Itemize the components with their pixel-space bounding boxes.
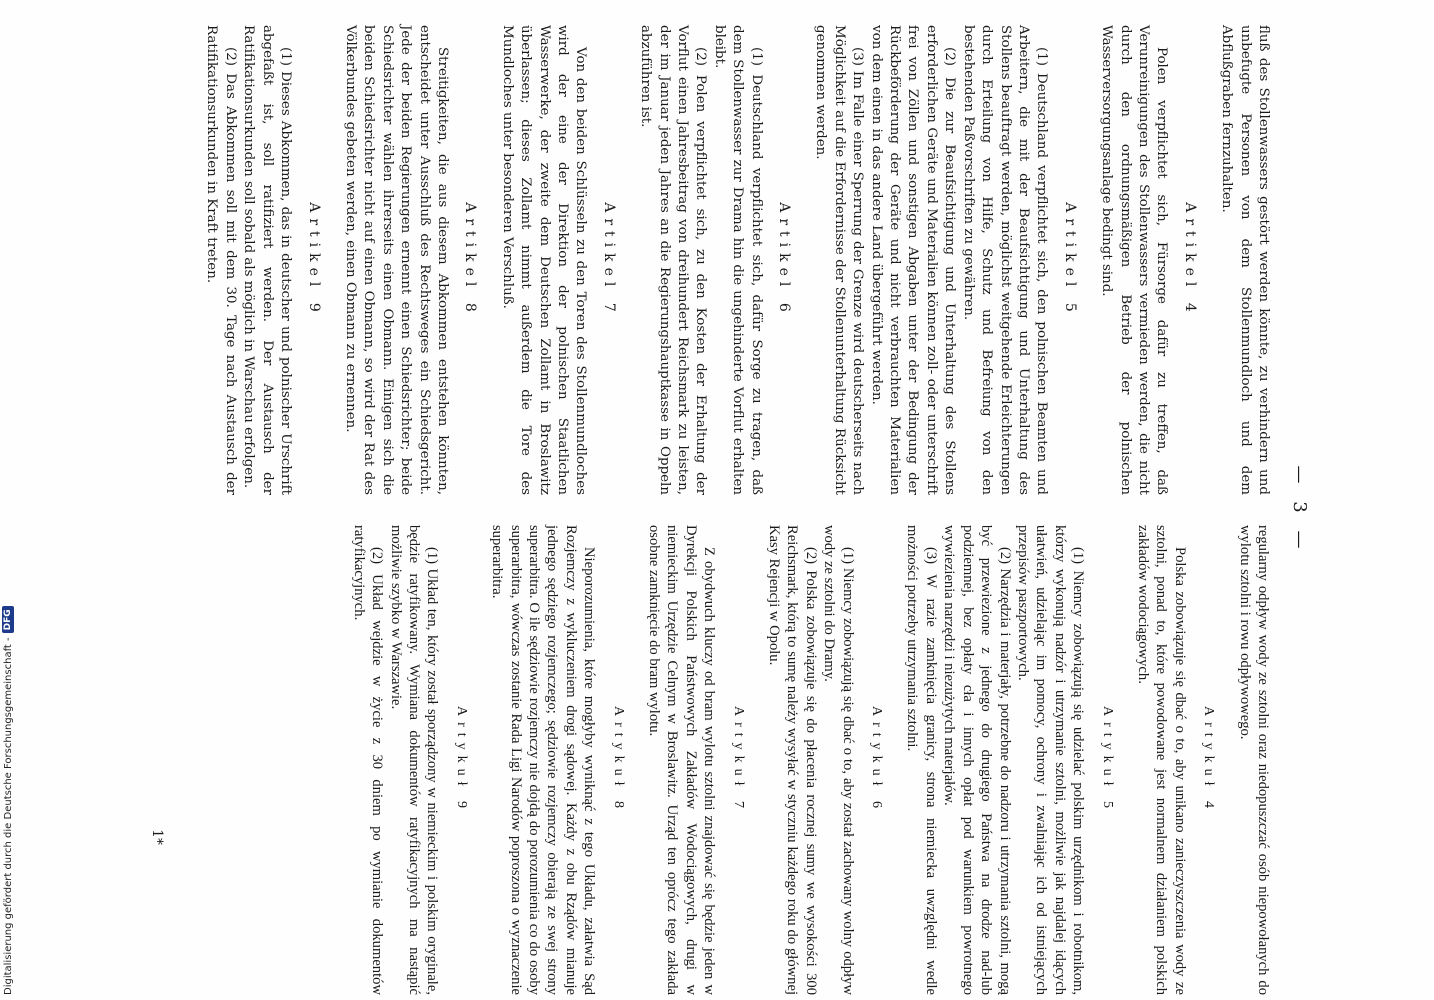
german-article-9-heading: Artikel 9 (305, 202, 322, 318)
polish-article-9-para-2: (2) Układ wejdzie w życie z 30 dniem po wymianie dokumentów ratyfikacyjnych. (350, 525, 386, 995)
polish-article-8-heading: Artykuł 8 (610, 705, 626, 815)
german-article-8-text: Streitigkeiten, die aus diesem Abkommen entstehen könnten, entscheidet unter Ausschluß des Rechtsweges ein Schiedsgericht. Jede der beiden Regierungen ernennt einen Schiedsrichter; beide Schiedsrichter wählen ihrerseits einen Obmann. Einigen sich die beiden Schiedsrichter nicht auf einen Obmann, so wird der Rat des Völkerbundes gebeten werden, einen Obmann zu ernennen. (342, 25, 450, 495)
german-intro: fluß des Stollenwassers gestört werden könnte, zu verhindern und unbefugte Personen von dem Stollenmundloch und dem Abflußgraben fernzuhalten. (1219, 25, 1271, 495)
german-article-9-para-2: (2) Das Abkommen soll mit dem 30. Tage nach Austausch der Ratifikationsurkunden in Kraft treten. (204, 25, 238, 495)
polish-article-9-heading: Artykuł 9 (453, 705, 469, 815)
polish-article-9-para-1: (1) Układ ten, który został sporządzony w niemieckim i polskim oryginale, będzie ratyfikowany. Wymiana dokumentów ratyfikacyjnych ma nastąpić możliwie szybko w Warszawie. (387, 525, 441, 995)
polish-article-6-para-1: (1) Niemcy zobowiązują się dbać o to, aby został zachowany wolny odpływ wody ze sztolni do Dramy. (821, 525, 856, 995)
german-article-4-heading: Artikel 4 (1181, 202, 1198, 318)
digitization-stamp (0, 0, 18, 1000)
german-article-7-heading: Artikel 7 (600, 202, 617, 318)
german-article-5-heading: Artikel 5 (1061, 202, 1078, 318)
polish-article-6-heading: Artykuł 6 (869, 705, 885, 815)
german-article-5-para-2: (2) Die zur Beaufsichtigung und Unterhaltung des Stollens erforderlichen Geräte und Materialien können zoll- oder unterschrift frei von Zöllen und sonstigen Abgaben unter der Bedingung der Rückbeförderung der Geräte und nicht verbrauchten Materialien von dem einen in das andere Land übergeführt werden. (868, 25, 958, 495)
polish-article-4-heading: Artykuł 4 (1201, 705, 1217, 815)
dfg-logo: DFG (2, 606, 14, 633)
german-article-7-text: Von den beiden Schlüsseln zu den Toren des Stollenmundloches wird der eine der Direktion der polnischen Staatlichen Wasserwerke, der zweite dem Deutschen Zollamt in Broslawitz überlassen; dieses Zollamt nimmt außerdem die Tore des Mundloches unter besonderen Verschluß. (499, 25, 589, 495)
digitization-credit-text: Digitalisierung gefördert durch die Deutsche Forschungsgemeinschaft - (2, 637, 14, 995)
polish-intro: regularny odpływ wody ze sztolni oraz niedopuszczać osób niepowołanych do wylotu sztolni i rowu odpływowego. (1236, 525, 1271, 995)
german-article-9-para-1: (1) Dieses Abkommen, das in deutscher und polnischer Urschrift abgefaßt ist, soll ratifiziert werden. Der Austausch der Ratifikationsurkunden soll sobald als möglich in Warschau erfolgen. (241, 25, 294, 495)
polish-column (349, 525, 1272, 995)
page-number: — 3 — (1289, 465, 1310, 555)
polish-article-7-text: Z obydwuch kluczy od bram wylotu sztolni znajdować się będzie jeden w Dyrekcji Polskich Państwowych Zakładów Wodociągowych, drugi w niemieckim Urzędzie Celnym w Broslawitz. Urząd ten oprócz tego zakłada osobne zamknięcie do bram wylotu. (646, 525, 718, 995)
german-column (202, 25, 1272, 495)
german-article-5-para-3: (3) Im Falle einer Sperrung der Grenze wird deutscherseits nach Möglichkeit auf die Erfordernisse der Stollenunterhaltung Rücksicht genommen werden. (813, 25, 866, 495)
german-article-8-heading: Artikel 8 (462, 202, 479, 318)
german-article-4-text: Polen verpflichtet sich, Fürsorge dafür zu treffen, daß Verunreinigungen des Stollenwassers vermieden werden, die nicht durch den ordnungsmäßigen Betrieb der polnischen Wasserversorgungsanlage bedingt sind. (1099, 25, 1170, 495)
polish-article-6-para-2: (2) Polska zobowiązuje się do płacenia rocznej sumy we wysokości 300 Reichsmark, którą to sumę należy wysyłać w styczniu każdego roku do głównej Kasy Rejencji w Opolu. (766, 525, 819, 995)
german-article-6-para-1: (1) Deutschland verpflichtet sich, dafür Sorge zu tragen, daß dem Stollenwasser zur Drama hin die ungehinderte Vorflut erhalten bleibt. (711, 25, 764, 495)
polish-article-8-text: Nieporozumienia, które mogłyby wyniknąć z tego Układu, załatwia Sąd Rozjemczy z wykluczeniem drogi sądowej. Każdy z obu Rządów mianuje jednego sędziego rozjemczego; sędziowie rozjemczy obierają ze swej strony superarbitra. O ile sędziowie rozjemczy nie dojdą do porozumienia co do osoby superarbitra, wówczas zostanie Rada Ligi Narodów poproszona o wyznaczenie superarbitra. (489, 525, 598, 995)
german-article-6-heading: Artikel 6 (776, 202, 793, 318)
rotated-page-content (150, 25, 1310, 995)
polish-article-5-para-3: (3) W razie zamknięcia granicy, strona niemiecka uwzględni wedle możności potrzeby utrzymania sztolni. (904, 525, 939, 995)
polish-article-4-text: Polska zobowiązuje się dbać o to, aby unikano zanieczyszczenia wody ze sztolni, ponad to, które powodowane jest normalnem działaniem polskich zakładów wodociągowych. (1134, 525, 1188, 995)
german-article-5-para-1: (1) Deutschland verpflichtet sich, den polnischen Beamten und Arbeitern, die mit der Beaufsichtigung und Unterhaltung des Stollens beauftragt werden, möglichst weitgehende Erleichterungen durch Erteilung von Hilfe, Schutz und Befreiung von den bestehenden Paßvorschriften zu gewähren. (960, 25, 1050, 495)
german-article-6-para-2: (2) Polen verpflichtet sich, zu den Kosten der Erhaltung der Vorflut einen Jahresbeitrag von dreihundert Reichsmark zu leisten, der im Januar jeden Jahres an die Regierungshauptkasse in Oppeln abzuführen ist. (638, 25, 709, 495)
polish-article-5-heading: Artykuł 5 (1099, 705, 1115, 815)
sheet-signature-mark: 1* (149, 829, 165, 845)
polish-article-7-heading: Artykuł 7 (730, 705, 746, 815)
polish-article-5-para-1: (1) Niemcy zobowiązują się udzielać polskim urzędnikom i robotnikom, którzy wykonują nadzór i utrzymanie sztolni, możliwie jak najdalej idących ułatwień, udzielając im pomocy, ochrony i zwalniając ich od istniejących przepisów paszportowych. (1014, 525, 1087, 995)
polish-article-5-para-2: (2) Narzędzia i materjały, potrzebne do nadzoru i utrzymania sztolni, mogą być przewiezione z jednego do drugiego Państwa na drodze nad-lub podziemnej, bez opłaty cła i innych opłat pod warunkiem powrotnego wywiezienia narzędzi i niezużytych materjałów. (941, 525, 1013, 995)
